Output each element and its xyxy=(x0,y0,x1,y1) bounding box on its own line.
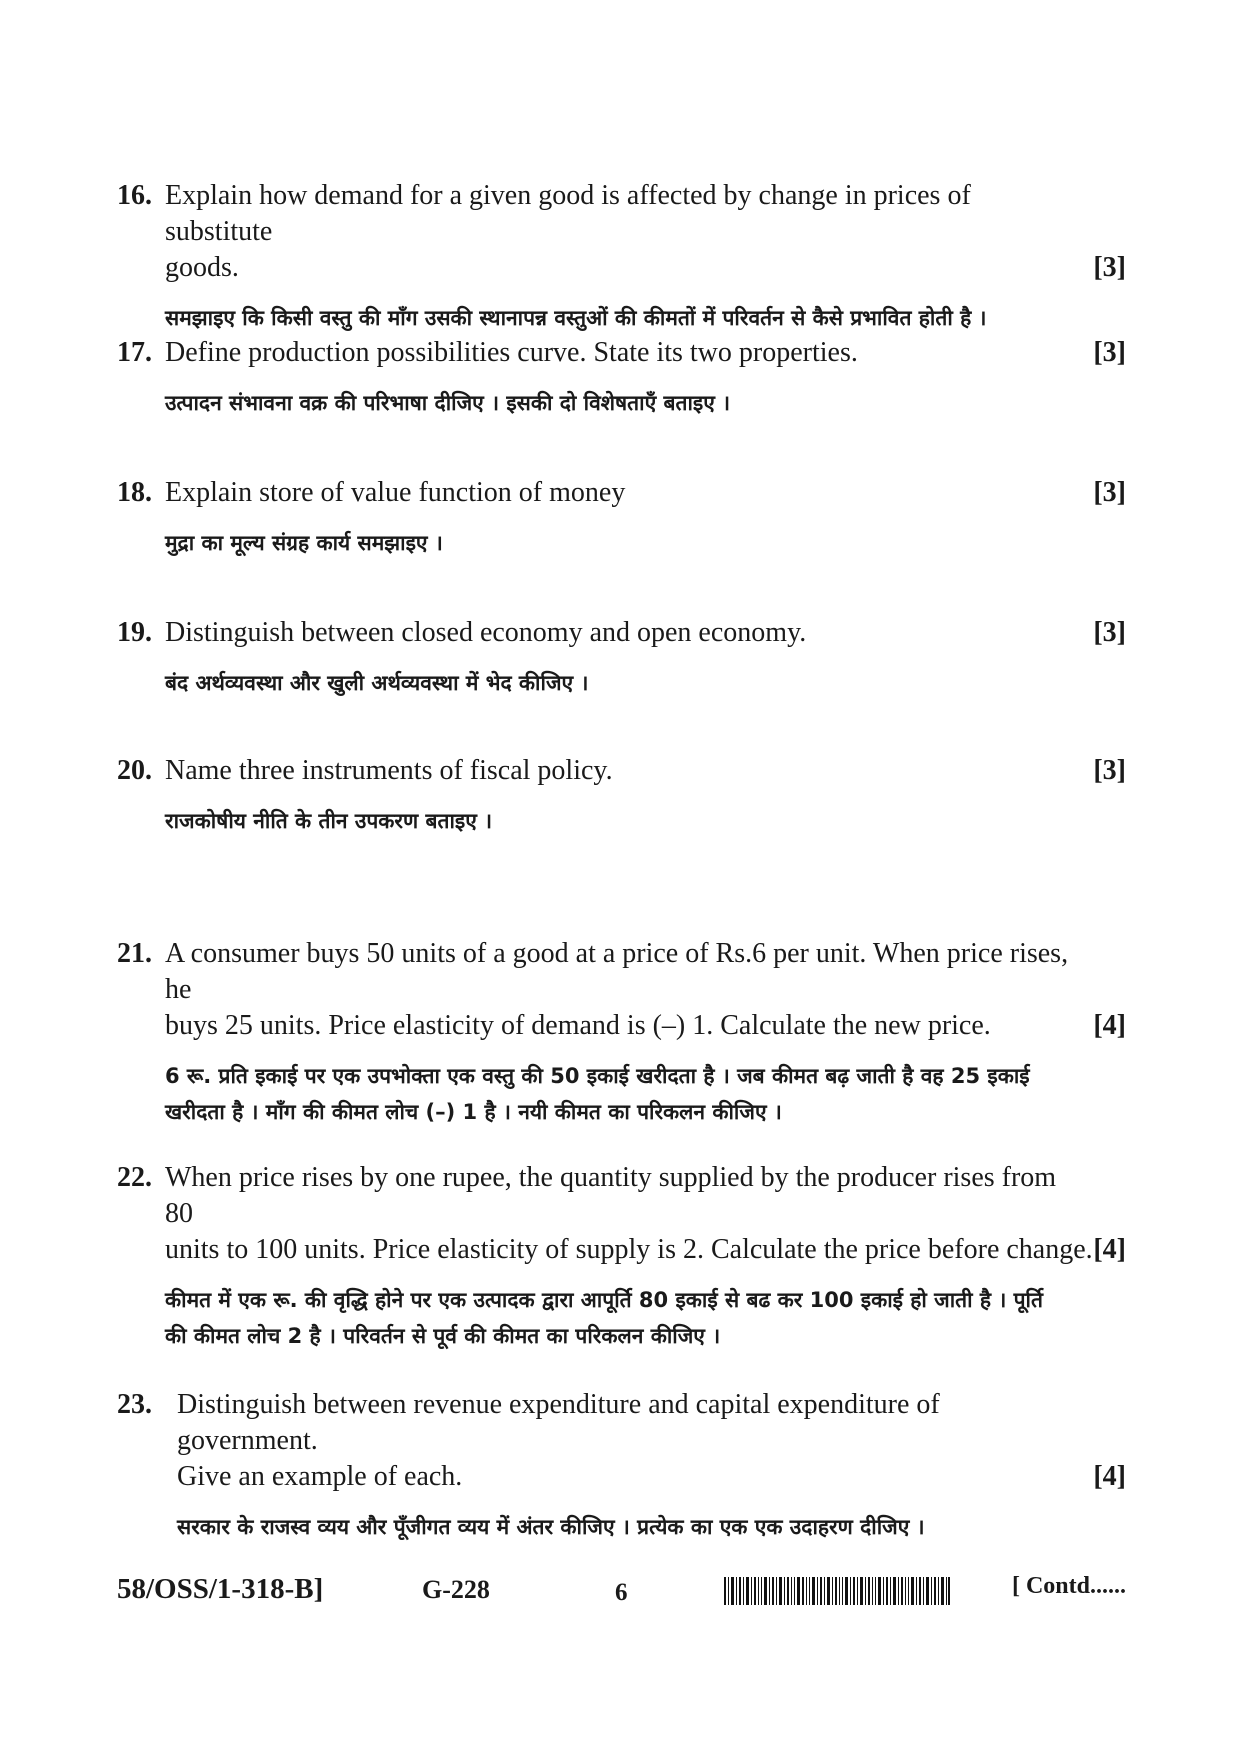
question-16 xyxy=(117,178,1126,336)
question-text-hi: बंद अर्थव्यवस्था और खुली अर्थव्यवस्था में भेद कीजिए । xyxy=(165,671,589,695)
marks-label: [3] xyxy=(1093,477,1126,508)
question-text-hi: राजकोषीय नीति के तीन उपकरण बताइए । xyxy=(165,809,493,833)
question-22 xyxy=(117,1160,1126,1354)
question-number: 20. xyxy=(117,755,152,786)
question-text-en: Explain how demand for a given good is affected by change in prices of substitute xyxy=(165,180,971,247)
question-number: 19. xyxy=(117,617,152,648)
question-text-hi xyxy=(117,1282,1126,1354)
question-text-hi: सरकार के राजस्व व्यय और पूँजीगत व्यय में अंतर कीजिए । प्रत्येक का एक एक उदाहरण दीजिए । xyxy=(177,1515,925,1539)
question-text-en: units to 100 units. Price elasticity of supply is 2. Calculate the price before change. xyxy=(165,1234,1093,1265)
marks-label: [3] xyxy=(1093,252,1126,283)
question-text-hi-line: 6 रू. प्रति इकाई पर एक उपभोक्ता एक वस्तु की 50 इकाई खरीदता है । जब कीमत बढ़ जाती है वह 25 इकाई xyxy=(165,1064,1030,1088)
question-line xyxy=(117,936,1126,1008)
question-text-en: Name three instruments of fiscal policy. xyxy=(165,755,613,786)
question-number: 22. xyxy=(117,1162,152,1193)
page-footer xyxy=(117,1573,1126,1613)
question-line xyxy=(117,1160,1126,1232)
question-text-en: Distinguish between closed economy and open economy. xyxy=(165,617,807,648)
question-19 xyxy=(117,615,1126,701)
question-line xyxy=(117,250,1126,286)
question-text-hi-line: की कीमत लोच 2 है । परिवर्तन से पूर्व की कीमत का परिकलन कीजिए । xyxy=(165,1324,721,1348)
question-line xyxy=(117,1459,1126,1495)
question-21 xyxy=(117,936,1126,1130)
paper-code: 58/OSS/1-318-B] xyxy=(117,1573,324,1605)
marks-label: [4] xyxy=(1093,1461,1126,1492)
question-number: 18. xyxy=(117,477,152,508)
question-text-en: buys 25 units. Price elasticity of demand is (–) 1. Calculate the new price. xyxy=(165,1010,991,1041)
question-text-hi: मुद्रा का मूल्य संग्रह कार्य समझाइए । xyxy=(165,531,443,555)
question-text-en: goods. xyxy=(165,252,239,283)
question-text-en: A consumer buys 50 units of a good at a price of Rs.6 per unit. When price rises, he xyxy=(165,938,1069,1005)
marks-label: [4] xyxy=(1093,1010,1126,1041)
question-23 xyxy=(117,1387,1126,1545)
question-line xyxy=(117,753,1126,789)
question-text-en: Explain store of value function of money xyxy=(165,477,626,508)
question-line xyxy=(117,615,1126,651)
question-text-hi-line: कीमत में एक रू. की वृद्धि होने पर एक उत्पादक द्वारा आपूर्ति 80 इकाई से बढ कर 100 इकाई हो जाती है । पूर्ति xyxy=(165,1288,1043,1312)
question-line xyxy=(117,1387,1126,1459)
page-number: 6 xyxy=(615,1579,628,1606)
question-number: 16. xyxy=(117,180,152,211)
question-text-en: Distinguish between revenue expenditure and capital expenditure of government. xyxy=(177,1389,940,1456)
question-text-hi: समझाइए कि किसी वस्तु की माँग उसकी स्थानापन्न वस्तुओं की कीमतों में परिवर्तन से कैसे प्रभावित होती है । xyxy=(165,306,987,330)
marks-label: [3] xyxy=(1093,337,1126,368)
barcode-image xyxy=(724,1577,950,1605)
question-text-hi: उत्पादन संभावना वक्र की परिभाषा दीजिए । इसकी दो विशेषताएँ बताइए । xyxy=(165,391,731,415)
question-text-en: When price rises by one rupee, the quantity supplied by the producer rises from 80 xyxy=(165,1162,1057,1229)
set-code: G-228 xyxy=(422,1575,490,1604)
question-line xyxy=(117,335,1126,371)
question-number: 23. xyxy=(117,1389,152,1420)
question-text-hi xyxy=(117,1058,1126,1130)
question-line xyxy=(117,1008,1126,1044)
question-line xyxy=(117,475,1126,511)
continued-label: [ Contd...... xyxy=(1011,1573,1126,1599)
question-text-en: Give an example of each. xyxy=(177,1461,463,1492)
question-17 xyxy=(117,335,1126,421)
question-number: 21. xyxy=(117,938,152,969)
question-number: 17. xyxy=(117,337,152,368)
marks-label: [3] xyxy=(1093,617,1126,648)
marks-label: [3] xyxy=(1093,755,1126,786)
question-line xyxy=(117,1232,1126,1268)
question-18 xyxy=(117,475,1126,561)
marks-label: [4] xyxy=(1093,1234,1126,1265)
question-20 xyxy=(117,753,1126,839)
question-text-en: Define production possibilities curve. State its two properties. xyxy=(165,337,858,368)
question-line xyxy=(117,178,1126,250)
question-text-hi-line: खरीदता है । माँग की कीमत लोच (–) 1 है । नयी कीमत का परिकलन कीजिए । xyxy=(165,1100,782,1124)
